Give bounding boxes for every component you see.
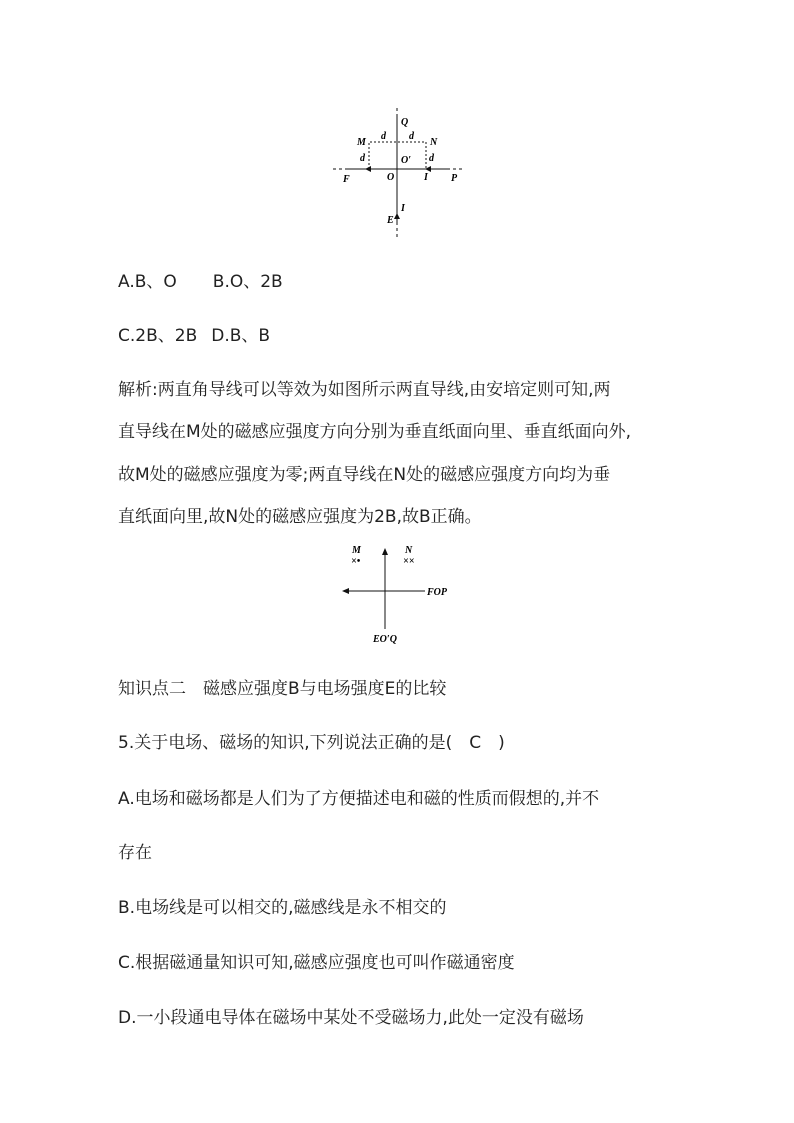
section-title: 知识点二 磁感应强度B与电场强度E的比较 [118,679,447,699]
option-C: C.2B、2B [118,326,198,346]
label-I-vertical: I [401,203,405,214]
option-B: B.O、2B [212,272,283,292]
marks-N: ×× [403,556,415,567]
label-d-left-top: d [381,131,386,142]
marks-M: ×• [351,556,361,567]
analysis-line-4: 直纸面向里,故N处的磁感应强度为2B,故B正确。 [118,507,482,527]
label-d-right-side: d [429,153,434,164]
wire-diagram-1 [325,105,470,240]
label-Q: Q [401,117,409,128]
question-5-option-B: B.电场线是可以相交的,磁感线是永不相交的 [118,898,447,918]
analysis-line-2: 直导线在M处的磁感应强度方向分别为垂直纸面向里、垂直纸面向外, [118,422,632,442]
label-M: M [357,137,366,148]
label-EOQ: EO′Q [373,634,397,645]
wire-diagram-1-svg [325,105,470,240]
wire-diagram-2 [335,543,460,648]
options-row-2 [118,321,270,346]
wire-diagram-2-svg [335,543,460,648]
arrow-current-left [365,166,371,172]
question-5-option-D: D.一小段通电导体在磁场中某处不受磁场力,此处一定没有磁场 [118,1008,584,1028]
label-N: N [405,545,413,556]
label-O: O [387,172,395,183]
label-N: N [430,137,438,148]
label-E: E [387,215,394,226]
label-M: M [352,545,361,556]
question-5-option-A: A.电场和磁场都是人们为了方便描述电和磁的性质而假想的,并不 [118,789,600,809]
question-5-option-C: C.根据磁通量知识可知,磁感应强度也可叫作磁通密度 [118,953,515,973]
option-A: A.B、O [118,272,177,292]
option-D: D.B、B [211,326,271,346]
label-I-horizontal: I [424,172,428,183]
arrow-left [342,588,349,594]
options-row-1 [118,267,283,292]
label-FOP: FOP [427,587,447,598]
label-P: P [451,173,458,184]
question-5-stem: 5.关于电场、磁场的知识,下列说法正确的是( C ) [118,733,505,753]
analysis-line-3: 故M处的磁感应强度为零;两直导线在N处的磁感应强度方向均为垂 [118,465,611,485]
label-d-right-top: d [409,131,414,142]
label-d-left-side: d [360,153,365,164]
arrow-current-up [394,213,400,219]
label-O-prime: O′ [401,155,412,166]
label-F: F [343,174,350,185]
analysis-line-1: 解析:两直角导线可以等效为如图所示两直导线,由安培定则可知,两 [118,380,611,400]
arrow-up [382,548,388,555]
question-5-option-A-cont: 存在 [118,843,152,863]
